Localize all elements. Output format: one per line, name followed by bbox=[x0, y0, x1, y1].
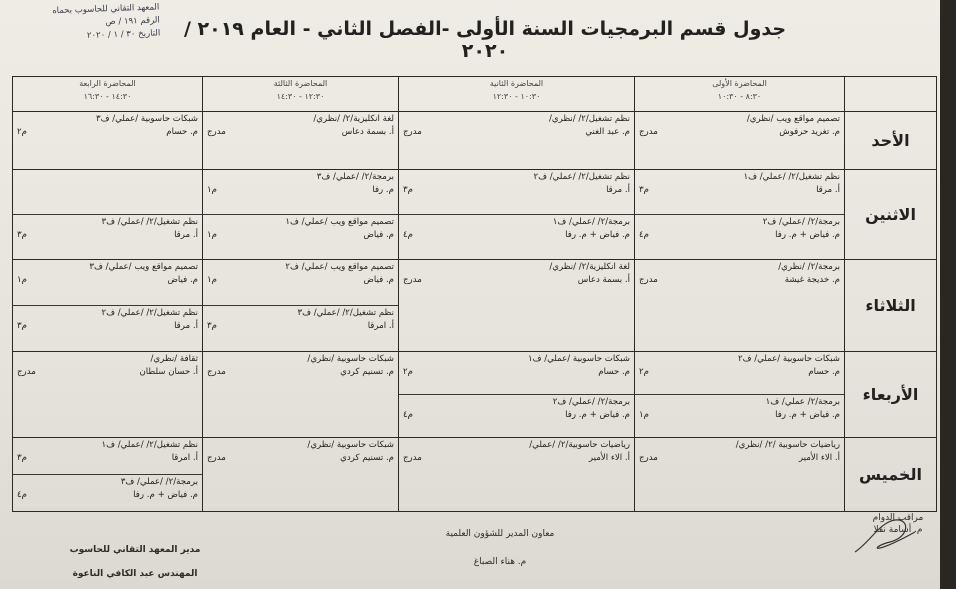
schedule-cell bbox=[203, 260, 399, 352]
course-name: نظم تشغيل/٢/ /عملي/ ف٣ bbox=[101, 217, 198, 227]
supervisor-name: م. أسامة نقلا bbox=[873, 525, 923, 535]
deputy-title: معاون المدير للشؤون العلمية bbox=[445, 529, 555, 539]
day-row bbox=[13, 260, 937, 352]
session-entry bbox=[203, 260, 398, 305]
schedule-cell bbox=[13, 112, 203, 170]
session-entry bbox=[635, 170, 844, 214]
institute-stamp bbox=[9, 1, 161, 54]
course-name: برمجة/٢/ /عملي/ ف١ bbox=[552, 217, 630, 227]
room-label: م١ bbox=[639, 410, 649, 420]
session-entry bbox=[13, 260, 202, 305]
schedule-cell bbox=[635, 260, 845, 352]
stamp-number: الرقم ١٩١ / ص bbox=[105, 15, 160, 28]
course-name: برمجة/٢/ /عملي/ ف٢ bbox=[552, 397, 630, 407]
teacher-name: أ. بسمة دعاس bbox=[577, 275, 630, 285]
teacher-name: أ. امرقا bbox=[367, 321, 394, 331]
session-entry bbox=[635, 352, 844, 394]
course-name: شبكات حاسوبية /نظري/ bbox=[307, 354, 394, 364]
session-entry bbox=[635, 112, 844, 140]
signature-deputy bbox=[400, 528, 600, 568]
course-name: برمجة/٢/ /عملي/ ف٣ bbox=[316, 172, 394, 182]
day-row bbox=[13, 352, 937, 438]
schedule-cell bbox=[635, 352, 845, 438]
course-name: برمجة/٢/ عملي/ ف١ bbox=[765, 397, 840, 407]
day-name: الأربعاء bbox=[845, 352, 937, 438]
session-entry bbox=[203, 112, 398, 140]
room-label: مدرج bbox=[639, 127, 658, 137]
session-entry bbox=[399, 260, 634, 288]
course-name: برمجة/٢/ /نظري/ bbox=[778, 262, 840, 272]
course-name: نظم تشغيل/٢/ /عملي/ ف١ bbox=[101, 440, 198, 450]
room-label: م٤ bbox=[639, 230, 649, 240]
room-label: مدرج bbox=[639, 453, 658, 463]
teacher-name: م. فياض bbox=[167, 275, 198, 285]
course-name: شبكات حاسوبية /نظري/ bbox=[307, 440, 394, 450]
schedule-cell bbox=[399, 352, 635, 438]
room-label: مدرج bbox=[207, 453, 226, 463]
session-entry bbox=[203, 305, 398, 351]
schedule-cell bbox=[13, 438, 203, 512]
header-period-3: المحاضرة الثالثة ١٢:٣٠ - ١٤:٣٠ bbox=[203, 77, 399, 112]
day-row bbox=[13, 438, 937, 512]
table-header-row bbox=[13, 77, 937, 112]
course-name: رياضيات حاسوبية /٢/ /نظري/ bbox=[735, 440, 840, 450]
session-entry bbox=[399, 352, 634, 394]
teacher-name: م. حسام bbox=[808, 367, 840, 377]
teacher-name: م. فياض + م. رفا bbox=[565, 410, 630, 420]
schedule-cell bbox=[13, 260, 203, 352]
teacher-name: م. تسنيم كردي bbox=[340, 453, 394, 463]
schedule-cell bbox=[13, 170, 203, 260]
room-label: م١ bbox=[207, 275, 217, 285]
page-title: جدول قسم البرمجيات السنة الأولى -الفصل الثاني - العام ٢٠١٩ /٢٠٢٠ bbox=[183, 18, 787, 62]
room-label: م٢ bbox=[17, 127, 27, 137]
teacher-name: م. تسنيم كردي bbox=[340, 367, 394, 377]
teacher-name: م. فياض + م. رفا bbox=[775, 410, 840, 420]
course-name: تصميم مواقع ويب /عملي/ ف٢ bbox=[285, 262, 394, 272]
room-label: م٣ bbox=[17, 321, 27, 331]
room-label: م٣ bbox=[403, 185, 413, 195]
room-label: مدرج bbox=[207, 367, 226, 377]
room-label: م١ bbox=[207, 185, 217, 195]
session-entry bbox=[399, 214, 634, 259]
schedule-cell bbox=[203, 170, 399, 260]
header-period-4: المحاضرة الرابعة ١٤:٣٠ - ١٦:٣٠ bbox=[13, 77, 203, 112]
stamp-institute: المعهد التقاني للحاسوب بحماه bbox=[52, 2, 160, 17]
schedule-cell bbox=[203, 438, 399, 512]
teacher-name: م. خديجة غيشة bbox=[784, 275, 840, 285]
teacher-name: م. رفا bbox=[372, 185, 394, 195]
session-entry bbox=[13, 438, 202, 474]
session-entry bbox=[13, 305, 202, 351]
session-entry bbox=[399, 112, 634, 140]
course-name: برمجة/٢/ /عملي/ ف٢ bbox=[762, 217, 840, 227]
room-label: م١ bbox=[17, 275, 27, 285]
room-label: م٣ bbox=[207, 321, 217, 331]
session-entry bbox=[203, 170, 398, 214]
director-title: مدير المعهد التقاني للحاسوب bbox=[69, 545, 201, 555]
room-label: مدرج bbox=[17, 367, 36, 377]
session-entry bbox=[13, 112, 202, 140]
course-name: نظم تشغيل/٢/ /عملي/ ف٢ bbox=[101, 308, 198, 318]
session-entry bbox=[203, 214, 398, 259]
course-name: نظم تشغيل/٢/ /عملي/ ف١ bbox=[743, 172, 840, 182]
session-entry bbox=[635, 394, 844, 437]
session-entry bbox=[13, 352, 202, 380]
room-label: م٤ bbox=[403, 410, 413, 420]
schedule-cell bbox=[399, 438, 635, 512]
teacher-name: م. حسام bbox=[166, 127, 198, 137]
course-name: لغة انكليزية/٢/ /نظري/ bbox=[549, 262, 630, 272]
teacher-name: م. فياض + م. رفا bbox=[565, 230, 630, 240]
session-entry bbox=[13, 170, 202, 214]
room-label: مدرج bbox=[403, 275, 422, 285]
course-name: تصميم مواقع ويب /عملي/ ف١ bbox=[285, 217, 394, 227]
room-label: م٣ bbox=[17, 453, 27, 463]
day-name: الثلاثاء bbox=[845, 260, 937, 352]
teacher-name: م. فياض + م. رفا bbox=[775, 230, 840, 240]
day-row bbox=[13, 112, 937, 170]
course-name: شبكات حاسوبية /عملي/ ف١ bbox=[527, 354, 630, 364]
signature-scribble bbox=[850, 512, 920, 562]
day-name: الخميس bbox=[845, 438, 937, 512]
schedule-cell bbox=[203, 112, 399, 170]
room-label: م٢ bbox=[639, 367, 649, 377]
teacher-name: أ. الاء الأمير bbox=[798, 453, 840, 463]
room-label: م٢ bbox=[403, 367, 413, 377]
teacher-name: أ. حسان سلطان bbox=[139, 367, 198, 377]
supervisor-title: مراقب الدوام bbox=[872, 513, 924, 523]
teacher-name: م. حسام bbox=[598, 367, 630, 377]
session-entry bbox=[13, 474, 202, 511]
room-label: م٣ bbox=[639, 185, 649, 195]
course-name: نظم تشغيل/٢/ /نظري/ bbox=[548, 114, 630, 124]
signature-director bbox=[30, 544, 240, 580]
teacher-name: أ. الاء الأمير bbox=[588, 453, 630, 463]
teacher-name: م. عبد الغني bbox=[585, 127, 630, 137]
stamp-date: التاريخ ٣٠ / ١ / ٢٠٢٠ bbox=[86, 28, 161, 41]
course-name: شبكات حاسوبية /عملي/ ف٢ bbox=[737, 354, 840, 364]
teacher-name: أ. بسمة دعاس bbox=[341, 127, 394, 137]
header-period-1: المحاضرة الأولى ٨:٣٠ - ١٠:٣٠ bbox=[635, 77, 845, 112]
room-label: مدرج bbox=[403, 127, 422, 137]
course-name: نظم تشغيل/٢/ /عملي/ ف٢ bbox=[533, 172, 630, 182]
teacher-name: أ. مرقا bbox=[174, 321, 198, 331]
schedule-cell bbox=[13, 352, 203, 438]
teacher-name: أ. مرقا bbox=[816, 185, 840, 195]
session-entry bbox=[203, 352, 398, 380]
director-name: المهندس عبد الكافي الناعوة bbox=[72, 569, 198, 579]
room-label: مدرج bbox=[639, 275, 658, 285]
room-label: م٣ bbox=[17, 230, 27, 240]
schedule-cell bbox=[399, 260, 635, 352]
session-entry bbox=[203, 438, 398, 466]
day-name: الاثنين bbox=[845, 170, 937, 260]
header-period-2: المحاضرة الثانية ١٠:٣٠ - ١٢:٣٠ bbox=[399, 77, 635, 112]
course-name: تصميم مواقع ويب /عملي/ ف٣ bbox=[89, 262, 198, 272]
schedule-cell bbox=[635, 438, 845, 512]
session-entry bbox=[635, 214, 844, 259]
course-name: برمجة/٢/ /عملي/ ف٣ bbox=[120, 477, 198, 487]
schedule-table bbox=[12, 76, 937, 512]
course-name: رياضيات حاسوبية/٢/ /عملي/ bbox=[529, 440, 630, 450]
teacher-name: أ. امرقا bbox=[171, 453, 198, 463]
course-name: لغة انكليزية/٢/ /نظري/ bbox=[313, 114, 394, 124]
session-entry bbox=[635, 438, 844, 466]
day-name: الأحد bbox=[845, 112, 937, 170]
course-name: شبكات حاسوبية /عملي/ ف٣ bbox=[95, 114, 198, 124]
course-name: تصميم مواقع ويب /نظري/ bbox=[746, 114, 840, 124]
background-edge bbox=[940, 0, 956, 589]
deputy-name: م. هناء الصباغ bbox=[473, 557, 527, 567]
room-label: م٤ bbox=[17, 490, 27, 500]
room-label: مدرج bbox=[207, 127, 226, 137]
teacher-name: م. فياض bbox=[363, 275, 394, 285]
session-entry bbox=[399, 438, 634, 466]
day-row bbox=[13, 170, 937, 260]
teacher-name: أ. مرقا bbox=[174, 230, 198, 240]
session-entry bbox=[399, 170, 634, 214]
header-day-corner bbox=[845, 77, 937, 112]
teacher-name: م. فياض + م. رفا bbox=[133, 490, 198, 500]
schedule-cell bbox=[399, 170, 635, 260]
session-entry bbox=[13, 214, 202, 259]
session-entry bbox=[635, 260, 844, 288]
room-label: م١ bbox=[207, 230, 217, 240]
course-name: ثقافة /نظري/ bbox=[150, 354, 198, 364]
room-label: م٤ bbox=[403, 230, 413, 240]
session-entry bbox=[399, 394, 634, 437]
teacher-name: م. تغريد حرفوش bbox=[779, 127, 840, 137]
schedule-cell bbox=[635, 170, 845, 260]
room-label: مدرج bbox=[403, 453, 422, 463]
schedule-cell bbox=[399, 112, 635, 170]
course-name: نظم تشغيل/٢/ /عملي/ ف٣ bbox=[297, 308, 394, 318]
teacher-name: م. فياض bbox=[363, 230, 394, 240]
teacher-name: أ. مرقا bbox=[606, 185, 630, 195]
schedule-cell bbox=[635, 112, 845, 170]
schedule-cell bbox=[203, 352, 399, 438]
